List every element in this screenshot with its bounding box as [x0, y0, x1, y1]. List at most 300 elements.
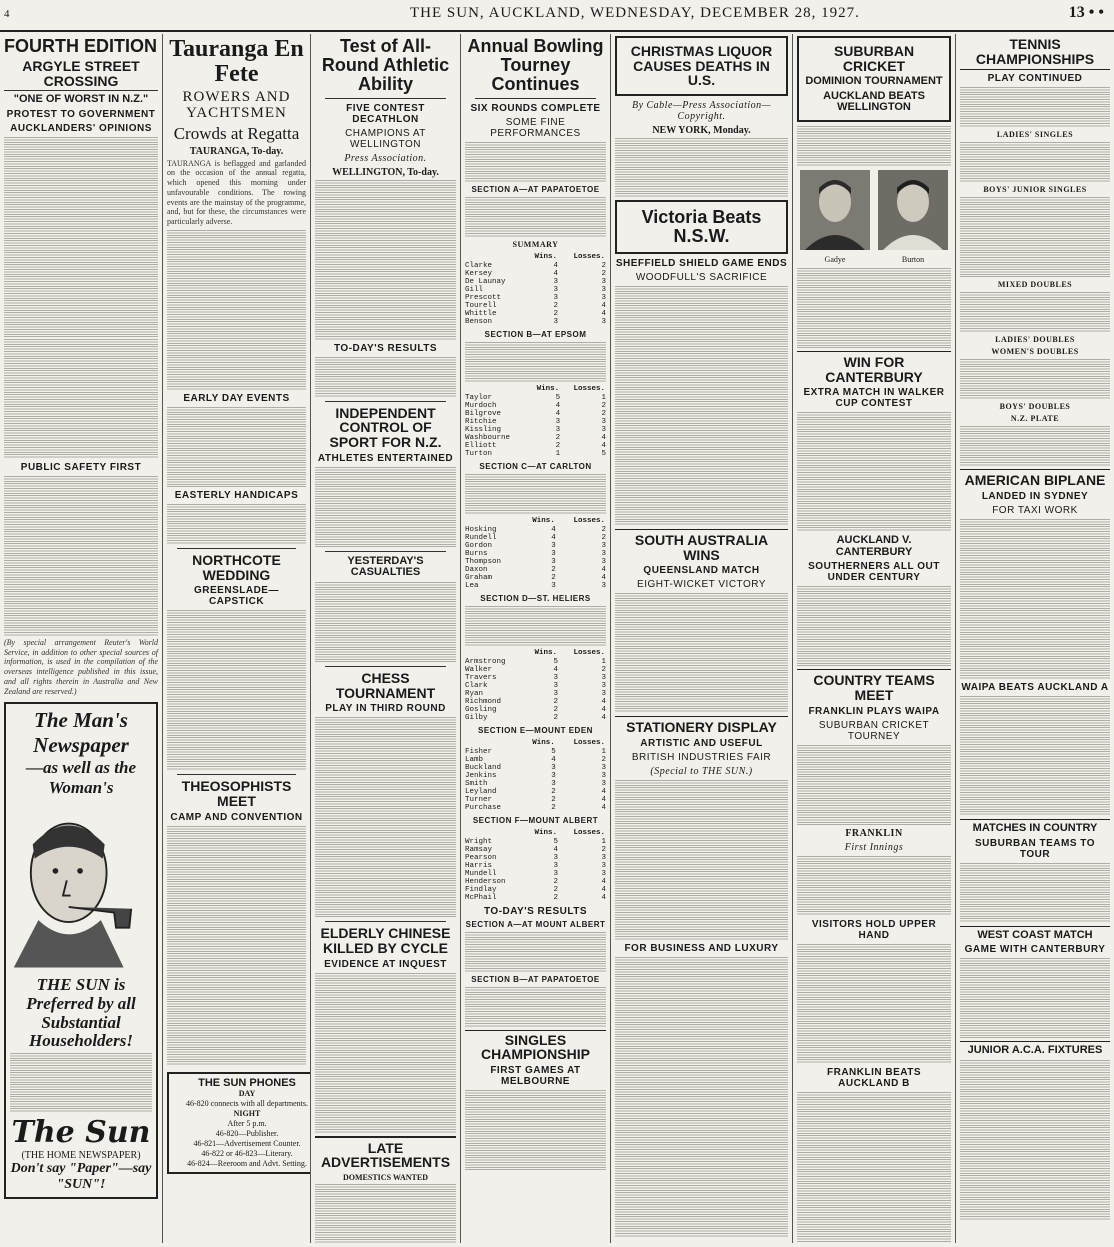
subhead-canterbury-game: GAME WITH CANTERBURY — [964, 944, 1106, 956]
table-row — [465, 796, 606, 804]
table-row — [465, 566, 606, 574]
dateline: WELLINGTON, To-day. — [332, 166, 439, 178]
table-cell: 4 — [601, 787, 606, 796]
subhead-southerners: SOUTHERNERS ALL OUT UNDER CENTURY — [808, 561, 940, 584]
headline-casualties: YESTERDAY'S CASUALTIES — [347, 554, 424, 579]
table-row — [465, 270, 606, 278]
table-cell: 2 — [553, 301, 559, 310]
column-tauranga — [163, 34, 310, 1243]
table-header-cell: Wins. — [534, 828, 558, 837]
table-cell: 4 — [553, 845, 559, 854]
table-cell: 5 — [551, 747, 556, 756]
table-cell: 4 — [553, 665, 559, 674]
column-athletics — [311, 34, 460, 1243]
article-text — [615, 593, 788, 713]
table-cell: 2 — [601, 755, 606, 764]
table-cell: 4 — [551, 525, 556, 534]
table-cell: 4 — [601, 301, 606, 310]
headline-argyle-street: ARGYLE STREET CROSSING — [4, 59, 158, 91]
subhead-woodfull: WOODFULL'S SACRIFICE — [635, 271, 768, 283]
article-text — [4, 476, 158, 636]
summary-table-d — [465, 648, 606, 722]
table-cell: 3 — [601, 771, 606, 780]
table-row — [465, 714, 606, 722]
article-text — [315, 582, 456, 662]
table-cell: 3 — [553, 861, 559, 870]
table-cell: 3 — [601, 277, 606, 286]
dateline: TAURANGA, To-day. — [189, 145, 284, 157]
table-cell: Whittle — [465, 309, 497, 318]
page-left-number: 4 — [4, 8, 10, 20]
table-cell: 2 — [601, 261, 606, 270]
table-cell: 1 — [555, 449, 561, 458]
headline-athletic-test: Test of All-Round Athletic Ability — [321, 36, 450, 94]
subhead-easterly: EASTERLY HANDICAPS — [174, 489, 299, 501]
headline-bowling: Annual Bowling Tourney Continues — [467, 36, 604, 94]
table-cell: 1 — [601, 393, 606, 402]
ad-womans: —as well as the Woman's — [25, 758, 137, 798]
table-cell: 4 — [555, 409, 561, 418]
article-text — [960, 142, 1110, 182]
table-cell: Clark — [465, 681, 488, 690]
table-cell: Hosking — [465, 525, 497, 534]
subhead-dominion: DOMINION TOURNAMENT — [805, 75, 943, 88]
table-cell: Thompson — [465, 557, 502, 566]
table-row — [465, 442, 606, 450]
table-cell: Fisher — [465, 747, 493, 756]
table-cell: Daxon — [465, 565, 488, 574]
table-cell: 2 — [555, 441, 561, 450]
article-text — [465, 987, 606, 1027]
table-cell: De Launay — [465, 277, 506, 286]
headline-suburban-cricket: SUBURBAN CRICKET — [833, 43, 915, 74]
table-row — [465, 862, 606, 870]
table-cell: Bilgrove — [465, 409, 502, 418]
headline-canterbury-win: WIN FOR CANTERBURY — [797, 351, 951, 384]
classified-text — [315, 1184, 456, 1243]
table-row — [465, 410, 606, 418]
subhead-crowds: Crowds at Regatta — [173, 123, 300, 143]
summary-table-c — [465, 516, 606, 590]
article-text — [797, 412, 951, 532]
table-cell: 2 — [551, 803, 556, 812]
scorecard-text — [797, 856, 951, 916]
table-row — [465, 748, 606, 756]
article-text — [797, 944, 951, 1064]
table-cell: 3 — [551, 541, 556, 550]
table-header-cell: Wins. — [532, 738, 555, 747]
table-row — [465, 690, 606, 698]
table-cell: Leyland — [465, 787, 497, 796]
table-header-cell: Wins. — [536, 384, 560, 393]
subhead-sheffield: SHEFFIELD SHIELD GAME ENDS — [615, 257, 788, 269]
subhead-franklin-beats: FRANKLIN BEATS AUCKLAND B — [826, 1066, 922, 1089]
table-cell: 3 — [601, 853, 606, 862]
table-cell: 2 — [553, 893, 559, 902]
table-row — [465, 302, 606, 310]
article-text — [465, 474, 606, 514]
table-cell: 4 — [601, 795, 606, 804]
column-argyle-street — [0, 34, 162, 1243]
article-text — [465, 1090, 606, 1170]
table-cell: Richmond — [465, 697, 502, 706]
table-cell: 2 — [601, 409, 606, 418]
subhead-early-day: EARLY DAY EVENTS — [183, 392, 290, 404]
table-cell: 2 — [553, 309, 559, 318]
section-b: SECTION B—AT EPSOM — [484, 329, 587, 339]
article-text — [615, 286, 788, 526]
table-cell: 2 — [553, 705, 559, 714]
section-d: SECTION D—ST. HELIERS — [480, 593, 591, 603]
table-header-cell — [465, 738, 519, 748]
table-cell: 4 — [601, 893, 606, 902]
subhead-third-round: PLAY IN THIRD ROUND — [325, 703, 446, 715]
cricketers-photos: Gadye Burton — [797, 170, 951, 264]
subhead-opinions: AUCKLANDERS' OPINIONS — [10, 122, 152, 134]
table-cell: 5 — [555, 393, 561, 402]
article-text — [465, 197, 606, 237]
headline-late-ads: LATE ADVERTISEMENTS — [315, 1136, 456, 1170]
article-text — [315, 467, 456, 547]
subhead-play-continued: PLAY CONTINUED — [987, 73, 1083, 85]
table-cell: Travers — [465, 673, 497, 682]
subhead-queensland: QUEENSLAND MATCH — [643, 565, 760, 577]
table-cell: 3 — [551, 771, 556, 780]
section-f: SECTION F—MOUNT ALBERT — [472, 815, 599, 825]
table-header-cell: Wins. — [534, 252, 558, 261]
table-cell: Rundell — [465, 533, 497, 542]
summary-table-e — [465, 738, 606, 812]
table-cell: 3 — [555, 425, 561, 434]
table-cell: 3 — [551, 557, 556, 566]
table-row — [465, 894, 606, 902]
table-cell: 2 — [553, 697, 559, 706]
headline-tauranga: Tauranga En Fete — [169, 36, 304, 88]
table-row — [465, 804, 606, 812]
subhead-eight-wicket: EIGHT-WICKET VICTORY — [637, 579, 766, 591]
article-text — [615, 957, 788, 1237]
table-header-cell: Losses. — [573, 738, 605, 747]
subhead-artistic: ARTISTIC AND USEFUL — [640, 737, 763, 749]
table-cell: 4 — [601, 713, 606, 722]
byline: Press Association. — [344, 152, 427, 164]
table-row — [465, 788, 606, 796]
table-cell: Buckland — [465, 763, 502, 772]
table-cell: Lea — [465, 581, 479, 590]
ad-preferred-line1: THE SUN is Preferred by all — [26, 975, 136, 1013]
table-cell: 3 — [553, 285, 559, 294]
headline-matches-country: MATCHES IN COUNTRY — [960, 819, 1110, 835]
table-cell: 4 — [601, 433, 606, 442]
table-cell: Pearson — [465, 853, 497, 862]
table-row — [465, 310, 606, 318]
article-text — [797, 745, 951, 825]
table-cell: Burns — [465, 549, 488, 558]
table-row — [465, 706, 606, 714]
headline-theosophists: THEOSOPHISTS MEET — [181, 778, 292, 810]
subhead-business: FOR BUSINESS AND LUXURY — [624, 942, 779, 954]
table-cell: 3 — [601, 557, 606, 566]
table-row — [465, 558, 606, 566]
subhead-fine-performances: SOME FINE PERFORMANCES — [490, 116, 581, 139]
subhead-suburban-teams: SUBURBAN TEAMS TO TOUR — [975, 837, 1095, 860]
headline-victoria: Victoria Beats N.S.W. — [641, 207, 762, 246]
table-row — [465, 878, 606, 886]
subhead-protest: PROTEST TO GOVERNMENT — [6, 108, 156, 120]
headline-country-teams: COUNTRY TEAMS MEET — [797, 669, 951, 702]
table-row — [465, 764, 606, 772]
table-row — [465, 658, 606, 666]
table-row — [465, 534, 606, 542]
article-text — [465, 606, 606, 646]
table-cell: 3 — [601, 549, 606, 558]
section-a: SECTION A—AT PAPATOETOE — [471, 184, 600, 194]
table-row — [465, 318, 606, 326]
column-bowling: Annual Bowling Tourney Continues SIX ROUNDS COMPLETE SOME FINE PERFORMANCES SECTION A—AT PAPATOETOE SUMMARY Wins. Losses. Clarke 4 2 Kersey 4 2 De Launay 3 3 Gill 3 3 Prescott 3 3 Tourell 2 4 Whittle 2 4 Benson 3 3 SECTION B—AT EPSOM Wins. Losses. Taylor 5 1 Murdoch 4 2 Bilgrove 4 2 Ritchie 3 3 Kissling 3 3 Washbourne 2 4 Elliott 2 4 Turton 1 5 SECTION C—AT CARLTON Wins. Losses. Hosking 4 2 Rundell 4 2 Gordon 3 3 Burns 3 3 Thompson 3 3 Daxon 2 4 Graham 2 4 Lea 3 3 SECTION D—ST. HELIERS Wins. Losses. Armstrong 5 1 Walker 4 2 Travers 3 3 Clark 3 3 Ryan 3 3 Richmond 2 4 Gosling 2 4 Gilby 2 4 SECTION E—MOUNT EDEN Wins. Losses. Fisher 5 1 Lamb 4 2 Buckland 3 3 Jenkins 3 3 Smith 3 3 Leyland 2 4 Turner 2 4 Purchase 2 4 SECTION F—MOUNT ALBERT Wins. Losses. Wright 5 1 Ramsay 4 2 Pearson 3 3 Harris 3 3 Mundell 3 3 Henderson 2 4 Findlay 2 4 McPhail 2 4 TO-DAY'S RESULTS SECTION A—AT MOUNT ALBERT SECTION B—AT PAPATOETOE SINGLES CHAMPIONSHIP FIRST GAMES AT MELBOURNE — [461, 34, 610, 1243]
table-header-cell: Wins. — [534, 648, 558, 657]
subhead-landed-sydney: LANDED IN SYDNEY — [981, 491, 1089, 503]
table-cell: 3 — [601, 293, 606, 302]
table-cell: Lamb — [465, 755, 484, 764]
table-row — [465, 674, 606, 682]
table-cell: 3 — [553, 673, 559, 682]
table-cell: 3 — [601, 541, 606, 550]
table-cell: Gosling — [465, 705, 497, 714]
table-cell: 3 — [601, 861, 606, 870]
table-cell: 4 — [601, 573, 606, 582]
section-c: SECTION C—AT CARLTON — [479, 461, 592, 471]
article-text — [167, 610, 306, 770]
subhead-domestics: DOMESTICS WANTED — [343, 1172, 428, 1182]
table-header-cell: Losses. — [573, 252, 605, 261]
table-cell: 2 — [601, 665, 606, 674]
table-cell: 4 — [601, 803, 606, 812]
table-row — [465, 434, 606, 442]
headline-american-biplane: AMERICAN BIPLANE — [960, 469, 1110, 488]
table-cell: 3 — [601, 581, 606, 590]
table-cell: Murdoch — [465, 401, 497, 410]
table-cell: 1 — [601, 747, 606, 756]
headline-junior-aca: JUNIOR A.C.A. FIXTURES — [960, 1041, 1110, 1057]
table-cell: Ramsay — [465, 845, 493, 854]
table-cell: Kersey — [465, 269, 493, 278]
article-text — [960, 1060, 1110, 1220]
article-text — [465, 342, 606, 382]
table-cell: Mundell — [465, 869, 497, 878]
table-cell: Elliott — [465, 441, 497, 450]
table-cell: Walker — [465, 665, 493, 674]
article-text — [797, 586, 951, 666]
table-cell: 5 — [553, 837, 559, 846]
section-e: SECTION E—MOUNT EDEN — [478, 725, 593, 735]
fourth-edition-label: FOURTH EDITION — [4, 36, 157, 56]
article-text — [167, 230, 306, 390]
headline-quote: "ONE OF WORST IN N.Z." — [13, 93, 149, 106]
table-cell: 2 — [553, 885, 559, 894]
table-header-cell: Losses. — [573, 516, 605, 525]
subhead-six-rounds: SIX ROUNDS COMPLETE — [470, 102, 601, 114]
table-cell: Gill — [465, 285, 484, 294]
table-cell: 3 — [553, 317, 559, 326]
table-cell: 4 — [551, 755, 556, 764]
table-row — [465, 542, 606, 550]
table-cell: 3 — [553, 853, 559, 862]
table-cell: Purchase — [465, 803, 502, 812]
subhead-visitors: VISITORS HOLD UPPER HAND — [811, 918, 937, 941]
column-tennis: TENNIS CHAMPIONSHIPS PLAY CONTINUED LADIES' SINGLES BOYS' JUNIOR SINGLES MIXED DOUBLES LADIES' DOUBLES WOMEN'S DOUBLES BOYS' DOUBLES N.Z. PLATE AMERICAN BIPLANE LANDED IN SYDNEY FOR TAXI WORK WAIPA BEATS AUCKLAND A MATCHES IN COUNTRY SUBURBAN TEAMS TO TOUR WEST COAST MATCH GAME WITH CANTERBURY JUNIOR A.C.A. FIXTURES — [956, 34, 1114, 1243]
table-cell: 3 — [551, 763, 556, 772]
table-cell: Clarke — [465, 261, 493, 270]
table-row — [465, 870, 606, 878]
article-text — [960, 696, 1110, 816]
ad-mans-newspaper: The Man's Newspaper — [33, 708, 129, 758]
headline-independent-control: INDEPENDENT CONTROL OF SPORT FOR N.Z. — [329, 404, 442, 451]
table-cell: 2 — [601, 845, 606, 854]
article-text — [615, 138, 788, 198]
table-cell: 3 — [601, 317, 606, 326]
table-row — [465, 402, 606, 410]
table-cell: 4 — [601, 309, 606, 318]
headline-northcote-wedding: NORTHCOTE WEDDING — [192, 551, 281, 583]
table-cell: Ritchie — [465, 417, 497, 426]
table-cell: 2 — [551, 565, 556, 574]
newspaper-title-line: THE SUN, AUCKLAND, WEDNESDAY, DECEMBER 28, 1927. — [410, 5, 860, 21]
table-row — [465, 854, 606, 862]
article-text — [960, 87, 1110, 127]
table-row — [465, 682, 606, 690]
table-row — [465, 278, 606, 286]
subhead-suburban-tourney: SUBURBAN CRICKET TOURNEY — [818, 719, 930, 742]
headline-chess: CHESS TOURNAMENT — [335, 669, 436, 701]
subhead-greenslade: GREENSLADE—CAPSTICK — [194, 585, 279, 608]
table-row — [465, 262, 606, 270]
table-cell: Harris — [465, 861, 493, 870]
article-text — [960, 426, 1110, 466]
article-text — [797, 126, 951, 166]
table-cell: Taylor — [465, 393, 493, 402]
table-cell: 4 — [601, 885, 606, 894]
table-cell: Gordon — [465, 541, 493, 550]
headline-tennis: TENNIS CHAMPIONSHIPS — [960, 37, 1110, 70]
table-cell: Graham — [465, 573, 493, 582]
table-cell: 2 — [553, 713, 559, 722]
ad-tagline: Don't say "Paper"—say "SUN"! — [10, 1161, 152, 1193]
table-cell: 3 — [553, 689, 559, 698]
article-text — [167, 826, 306, 1066]
player-portrait-burton — [878, 170, 948, 250]
column-liquor-cricket: CHRISTMAS LIQUOR CAUSES DEATHS IN U.S. By Cable—Press Association—Copyright. NEW YORK, Monday. Victoria Beats N.S.W. SHEFFIELD SHIELD GAME ENDS WOODFULL'S SACRIFICE SOUTH AUSTRALIA WINS QUEENSLAND MATCH EIGHT-WICKET VICTORY STATIONERY DISPLAY ARTISTIC AND USEFUL BRITISH INDUSTRIES FAIR (Special to THE SUN.) FOR BUSINESS AND LUXURY — [611, 34, 792, 1243]
table-row — [465, 666, 606, 674]
table-row — [465, 550, 606, 558]
table-cell: Smith — [465, 779, 488, 788]
table-row — [465, 582, 606, 590]
table-row — [465, 886, 606, 894]
article-text — [797, 268, 951, 348]
article-text — [167, 504, 306, 544]
subhead-todays-results: TO-DAY'S RESULTS — [334, 342, 437, 354]
table-cell: 1 — [601, 657, 606, 666]
summary-table-f — [465, 828, 606, 902]
table-header-cell — [465, 516, 519, 526]
table-cell: 3 — [555, 417, 561, 426]
table-header-cell: Losses. — [573, 828, 605, 837]
table-cell: 4 — [601, 705, 606, 714]
table-header-cell: Wins. — [532, 516, 555, 525]
headline-south-australia: SOUTH AUSTRALIA WINS — [615, 529, 788, 562]
table-cell: 2 — [601, 269, 606, 278]
article-text — [960, 519, 1110, 679]
table-cell: 3 — [601, 689, 606, 698]
subhead-melbourne: FIRST GAMES AT MELBOURNE — [490, 1065, 581, 1088]
lead-paragraph: TAURANGA is beflagged and garlanded on the occasion of the annual regatta, which opened this morning under unfavourable conditions. The rowing events are the mainstay of the programme, and, but for these, the circumstances were particularly adverse. — [167, 158, 306, 227]
table-cell: 4 — [553, 269, 559, 278]
article-text — [4, 339, 158, 459]
subhead-taxi: FOR TAXI WORK — [992, 505, 1078, 517]
headline-auckland-canterbury: AUCKLAND V. CANTERBURY — [835, 534, 913, 558]
table-cell: Findlay — [465, 885, 497, 894]
table-cell: McPhail — [465, 893, 497, 902]
subhead-rowers: ROWERS AND YACHTSMEN — [182, 89, 291, 122]
table-header-cell — [465, 648, 523, 658]
article-text — [315, 357, 456, 397]
subhead-walker-cup: EXTRA MATCH IN WALKER CUP CONTEST — [803, 387, 945, 410]
table-cell: Kissling — [465, 425, 502, 434]
table-cell: Prescott — [465, 293, 502, 302]
man-with-pipe-illustration — [10, 802, 152, 972]
reuters-footnote: (By special arrangement Reuter's World Service, in addition to other special sources of information, is used in the compilation of the overseas intelligence published in this issue, and all rights therein in Australia and New Zealand are reserved.) — [4, 637, 158, 696]
table-row — [465, 418, 606, 426]
subhead-auckland-wellington: AUCKLAND BEATS WELLINGTON — [823, 89, 925, 114]
table-cell: Benson — [465, 317, 493, 326]
table-cell: Jenkins — [465, 771, 497, 780]
table-cell: 2 — [601, 525, 606, 534]
table-header-cell — [465, 384, 527, 394]
table-row — [465, 846, 606, 854]
table-cell: 4 — [601, 441, 606, 450]
headline-singles: SINGLES CHAMPIONSHIP — [465, 1030, 606, 1062]
table-cell: 1 — [601, 837, 606, 846]
headline-liquor: CHRISTMAS LIQUOR CAUSES DEATHS IN U.S. — [630, 43, 773, 89]
table-cell: 3 — [601, 779, 606, 788]
table-cell: 2 — [551, 787, 556, 796]
table-cell: 3 — [601, 417, 606, 426]
article-text — [315, 717, 456, 917]
table-cell: 3 — [601, 869, 606, 878]
subhead-decathlon: FIVE CONTEST DECATHLON — [346, 102, 425, 125]
table-cell: 4 — [555, 401, 561, 410]
article-text — [960, 958, 1110, 1038]
table-row — [465, 780, 606, 788]
table-cell: 3 — [601, 285, 606, 294]
article-text — [960, 359, 1110, 399]
table-cell: 3 — [553, 681, 559, 690]
table-cell: 4 — [601, 565, 606, 574]
table-cell: 3 — [551, 549, 556, 558]
table-cell: 2 — [553, 877, 559, 886]
table-cell: 5 — [601, 449, 606, 458]
table-cell: 4 — [601, 697, 606, 706]
table-cell: 5 — [553, 657, 559, 666]
article-text — [615, 780, 788, 940]
masthead — [0, 0, 1114, 32]
table-row — [465, 394, 606, 402]
table-row — [465, 838, 606, 846]
table-cell: 4 — [553, 261, 559, 270]
table-row — [465, 698, 606, 706]
subhead-waipa: WAIPA BEATS AUCKLAND A — [961, 682, 1109, 694]
headline-west-coast: WEST COAST MATCH — [960, 926, 1110, 942]
subhead-camp: CAMP AND CONVENTION — [170, 811, 303, 823]
